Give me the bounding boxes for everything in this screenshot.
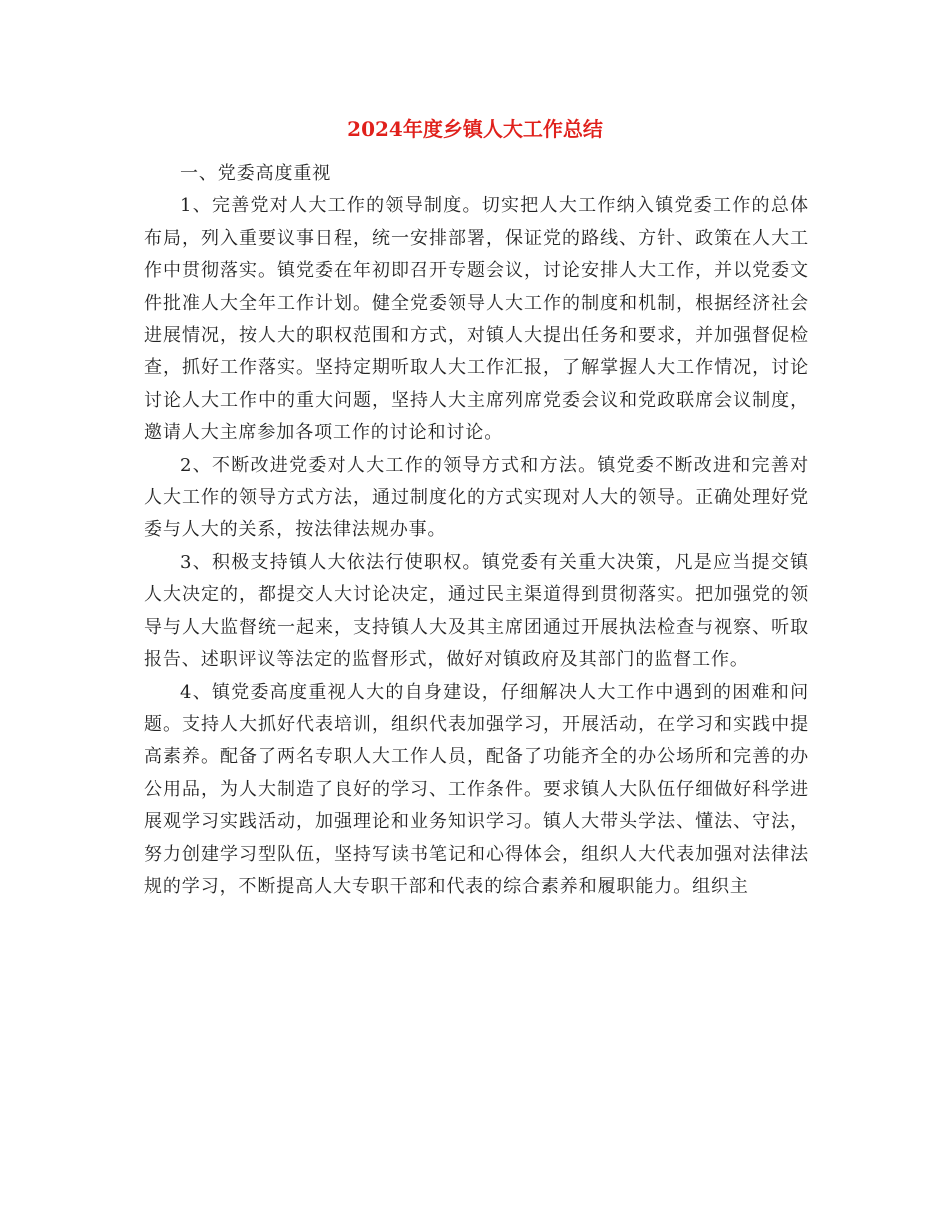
- paragraph-1: 1、完善党对人大工作的领导制度。切实把人大工作纳入镇党委工作的总体布局，列入重要议事日程，统一安排部署，保证党的路线、方针、政策在人大工作中贯彻落实。镇党委在年初即召开专题会议，讨论安排人大工作，并以党委文件批准人大全年工作计划。健全党委领导人大工作的制度和机制，根据经济社会进展情况，按人大的职权范围和方式，对镇人大提出任务和要求，并加强督促检查，抓好工作落实。坚持定期听取人大工作汇报，了解掌握人大工作情况，讨论讨论人大工作中的重大问题，坚持人大主席列席党委会议和党政联席会议制度，邀请人大主席参加各项工作的讨论和讨论。: [144, 195, 809, 444]
- paragraph-2: 2、不断改进党委对人大工作的领导方式和方法。镇党委不断改进和完善对人大工作的领导方式方法，通过制度化的方式实现对人大的领导。正确处理好党委与人大的关系，按法律法规办事。: [144, 454, 809, 541]
- paragraph-4: 4、镇党委高度重视人大的自身建设，仔细解决人大工作中遇到的困难和问题。支持人大抓好代表培训，组织代表加强学习，开展活动，在学习和实践中提高素养。配备了两名专职人大工作人员，配备了功能齐全的办公场所和完善的办公用品，为人大制造了良好的学习、工作条件。要求镇人大队伍仔细做好科学进展观学习实践活动，加强理论和业务知识学习。镇人大带头学法、懂法、守法，努力创建学习型队伍，坚持写读书笔记和心得体会，组织人大代表加强对法律法规的学习，不断提高人大专职干部和代表的综合素养和履职能力。组织主: [144, 681, 809, 897]
- paragraph-3: 3、积极支持镇人大依法行使职权。镇党委有关重大决策，凡是应当提交镇人大决定的，都提交人大讨论决定，通过民主渠道得到贯彻落实。把加强党的领导与人大监督统一起来，支持镇人大及其主席团通过开展执法检查与视察、听取报告、述职评议等法定的监督形式，做好对镇政府及其部门的监督工作。: [144, 551, 809, 671]
- section-heading: 一、党委高度重视: [180, 163, 332, 184]
- document-title: 2024年度乡镇人大工作总结: [347, 117, 603, 141]
- document-body: [144, 158, 809, 903]
